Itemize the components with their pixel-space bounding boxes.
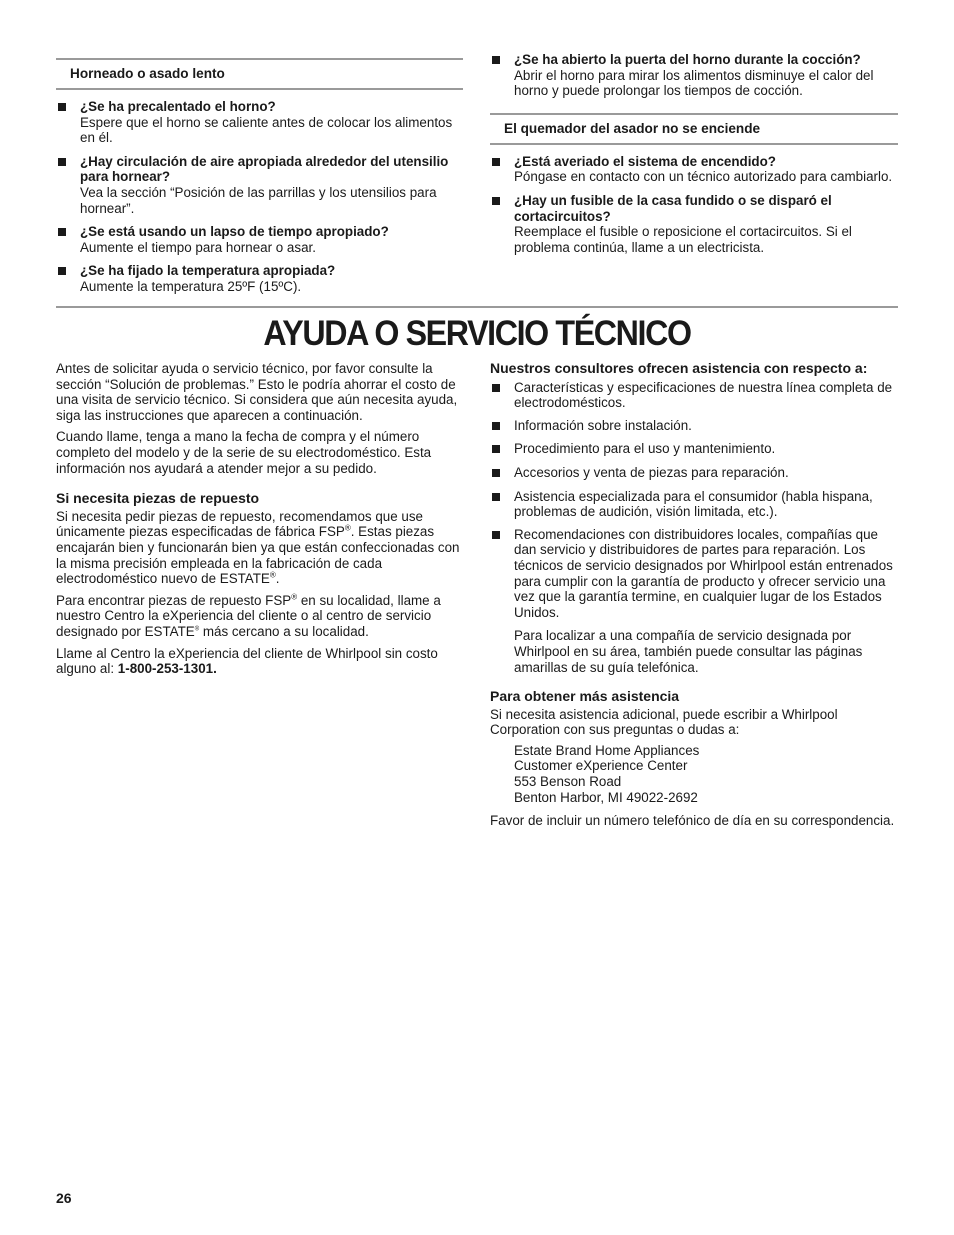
page-number: 26: [56, 1190, 72, 1206]
address-line: Estate Brand Home Appliances: [514, 742, 700, 758]
section-divider: [56, 306, 898, 308]
list-item: [56, 154, 463, 216]
parts-text-2: . Estas piezas encajarán bien y funcionarán bien ya que están confeccionadas con la misma precisión empleada en la fabricación de cada electrodoméstico nuevo de ESTATE: [56, 524, 460, 587]
square-bullet-icon: [492, 158, 500, 166]
registered-mark: ®: [269, 570, 276, 580]
parts-text-1: Si necesita pedir piezas de repuesto, recomendamos que use únicamente piezas especificadas de fábrica FSP: [56, 508, 423, 540]
square-bullet-icon: [492, 197, 500, 205]
item-question: ¿Se ha fijado la temperatura apropiada?: [80, 263, 336, 279]
item-question: ¿Está averiado el sistema de encendido?: [514, 153, 776, 169]
more-help-heading: Para obtener más asistencia: [490, 688, 680, 705]
square-bullet-icon: [492, 422, 500, 430]
item-question: ¿Hay un fusible de la casa fundido o se disparó el cortacircuitos?: [514, 192, 832, 224]
item-answer: Reemplace el fusible o reposicione el cortacircuitos. Si el problema continúa, llame a un electricista.: [514, 224, 852, 255]
registered-mark: ®: [194, 626, 200, 633]
list-item: [490, 380, 898, 411]
list-item: [490, 527, 898, 621]
list-item: [56, 224, 463, 255]
call-center-text: Llame al Centro la eXperiencia del cliente de Whirlpool sin costo alguno al:: [56, 645, 438, 677]
find-parts-text-1: Para encontrar piezas de repuesto FSP: [56, 592, 292, 608]
call-center-paragraph: [56, 646, 463, 677]
item-text: Recomendaciones con distribuidores locales, compañías que dan servicio y distribuidores de partes para reparación. Los técnicos de servicio designados por Whirlpool están entrenados para cumplir con la garantía de producto y ofrecer servicio una vez que la garantía termine, en cualquier lugar de los Estados Unidos.: [514, 526, 893, 620]
parts-heading: Si necesita piezas de repuesto: [56, 490, 260, 507]
page-title: AYUDA O SERVICIO TÉCNICO: [263, 314, 691, 353]
item-question: ¿Se ha abierto la puerta del horno durante la cocción?: [514, 52, 861, 67]
square-bullet-icon: [58, 158, 66, 166]
more-help-paragraph: Si necesita asistencia adicional, puede escribir a Whirlpool Corporation con sus preguntas o dudas a:: [490, 706, 838, 738]
item-text: Información sobre instalación.: [514, 417, 692, 433]
square-bullet-icon: [58, 267, 66, 275]
find-parts-text-2: en su localidad, llame a nuestro Centro la eXperiencia del cliente o al centro de servicio designado por ESTATE: [56, 592, 441, 639]
item-answer: Póngase en contacto con un técnico autorizado para cambiarlo.: [514, 169, 893, 185]
square-bullet-icon: [492, 531, 500, 539]
right-top-column: [490, 52, 898, 255]
list-item: [56, 99, 463, 146]
closing-paragraph: Favor de incluir un número telefónico de día en su correspondencia.: [490, 813, 895, 829]
consultants-heading: Nuestros consultores ofrecen asistencia con respecto a:: [490, 360, 868, 376]
item-answer: Vea la sección “Posición de las parrillas y los utensilios para hornear”.: [80, 184, 437, 216]
square-bullet-icon: [58, 228, 66, 236]
locate-service-paragraph: Para localizar a una compañía de servicio designada por Whirlpool en su área, también puede consultar las páginas amarillas de su guía telefónica.: [514, 628, 863, 675]
square-bullet-icon: [492, 493, 500, 501]
parts-paragraph: [56, 509, 463, 587]
list-item: [490, 154, 898, 185]
registered-mark: ®: [344, 523, 351, 533]
item-text: Características y especificaciones de nuestra línea completa de electrodomésticos.: [514, 379, 893, 411]
item-question: ¿Se está usando un lapso de tiempo apropiado?: [80, 224, 389, 240]
address-line: 553 Benson Road: [514, 774, 622, 790]
section-heading-broiler: El quemador del asador no se enciende: [490, 113, 898, 145]
item-text: Asistencia especializada para el consumidor (habla hispana, problemas de audición, visión limitada, etc.).: [514, 488, 873, 520]
item-answer: Espere que el horno se caliente antes de colocar los alimentos en él.: [80, 114, 453, 146]
square-bullet-icon: [492, 469, 500, 477]
item-question: ¿Se ha precalentado el horno?: [80, 99, 276, 114]
square-bullet-icon: [492, 56, 500, 64]
square-bullet-icon: [492, 445, 500, 453]
intro-paragraph: Antes de solicitar ayuda o servicio técnico, por favor consulte la sección “Solución de problemas.” Esto le podría ahorrar el costo de una visita de servicio técnico. Si considera que aún necesita ayuda, siga las instrucciones que aparecen a continuación.: [56, 361, 458, 423]
parts-text-3: .: [275, 571, 280, 587]
section-heading-slow-bake: Horneado o asado lento: [56, 58, 463, 90]
item-text: Procedimiento para el uso y mantenimiento.: [514, 441, 776, 457]
find-parts-text-3: más cercano a su localidad.: [199, 623, 369, 639]
list-item: [490, 193, 898, 255]
list-item: [490, 52, 898, 99]
left-top-column: [56, 58, 463, 295]
square-bullet-icon: [58, 103, 66, 111]
list-item: [490, 418, 898, 434]
address-line: Benton Harbor, MI 49022-2692: [514, 789, 698, 805]
item-answer: Abrir el horno para mirar los alimentos disminuye el calor del horno y puede prolongar los tiempos de cocción.: [514, 67, 874, 99]
square-bullet-icon: [492, 384, 500, 392]
item-text: Accesorios y venta de piezas para reparación.: [514, 464, 789, 480]
list-item: [56, 263, 463, 294]
list-item: [490, 465, 898, 481]
item-answer: Aumente la temperatura 25ºF (15ºC).: [80, 278, 302, 294]
address-line: Customer eXperience Center: [514, 758, 688, 774]
item-question: ¿Hay circulación de aire apropiada alrededor del utensilio para hornear?: [80, 153, 449, 185]
list-item: [490, 489, 898, 520]
phone-number: 1-800-253-1301.: [117, 661, 217, 677]
item-answer: Aumente el tiempo para hornear o asar.: [80, 239, 316, 255]
registered-mark: ®: [291, 592, 298, 602]
right-main-column: [490, 361, 898, 829]
list-item: [490, 441, 898, 457]
call-info-paragraph: Cuando llame, tenga a mano la fecha de compra y el número completo del modelo y de la serie de su electrodoméstico. Esta información nos ayudará a atender mejor a su pedido.: [56, 429, 432, 476]
mailing-address: [490, 743, 898, 805]
find-parts-paragraph: [56, 593, 463, 640]
left-main-column: [56, 361, 463, 677]
